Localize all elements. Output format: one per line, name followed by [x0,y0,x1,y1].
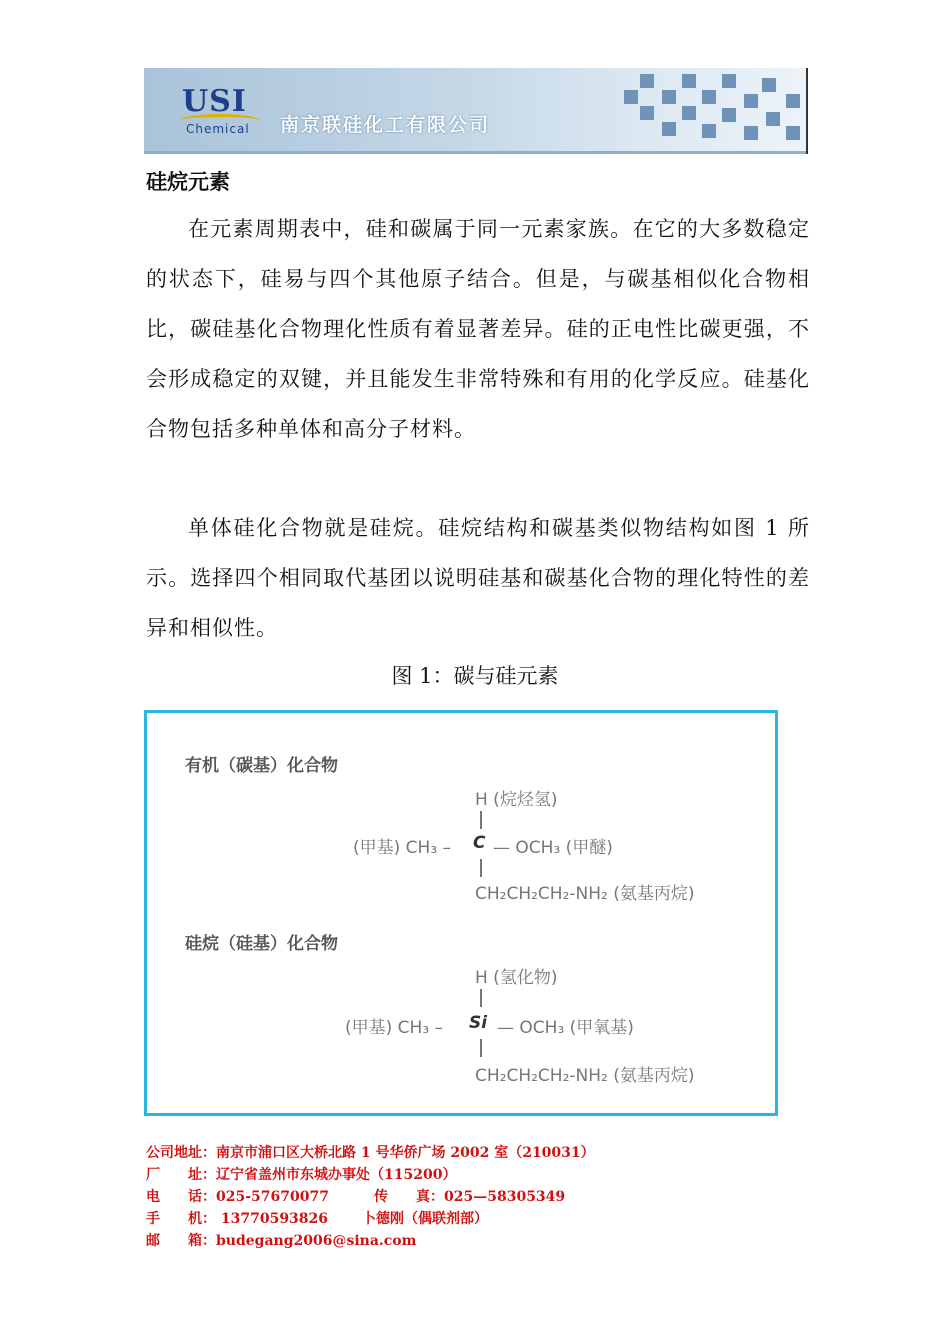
footer-phone: 电 话：025-57670077 [146,1189,329,1205]
checker-pattern [622,68,808,154]
organic-bond-top [480,811,482,829]
organic-right-group: — OCH₃ (甲醚) [493,838,613,858]
figure-box [144,710,778,1116]
footer-contact: 卜德刚（偶联剂部） [362,1211,488,1227]
header-banner [144,68,808,154]
logo-usi-text: USI [182,84,247,119]
silane-heading: 硅烷（硅基）化合物 [185,934,338,954]
organic-center-atom: C [473,833,486,853]
footer-address: 公司地址：南京市浦口区大桥北路 1 号华侨广场 2002 室（210031） [146,1145,595,1161]
silane-bond-top [480,989,482,1007]
paragraph-2: 单体硅化合物就是硅烷。硅烷结构和碳基类似物结构如图 1 所示。选择四个相同取代基团以说明硅基和碳基化合物的理化特性的差异和相似性。 [146,516,810,640]
silane-top-group: H (氢化物) [475,968,558,988]
footer-factory: 厂 址：辽宁省盖州市东城办事处（115200） [146,1167,457,1183]
paragraph-1: 在元素周期表中，硅和碳属于同一元素家族。在它的大多数稳定的状态下，硅易与四个其他原子结合。但是，与碳基相似化合物相比，碳硅基化合物理化性质有着显著差异。硅的正电性比碳更强，不会形成稳定的双键，并且能发生非常特殊和有用的化学反应。硅基化合物包括多种单体和高分子材料。 [146,217,810,441]
usi-chemical-logo [180,84,264,144]
footer-mobile: 手 机： 13770593826 [146,1211,329,1227]
footer-email: 邮 箱：budegang2006@sina.com [146,1233,417,1249]
header-right-rule [806,68,808,154]
silane-center-atom: Si [469,1013,488,1033]
organic-bond-bottom [480,859,482,877]
organic-left-group: (甲基) CH₃ – [353,838,452,858]
organic-heading: 有机（碳基）化合物 [185,756,338,776]
logo-chemical-text: Chemical [186,122,250,136]
organic-bottom-group: CH₂CH₂CH₂-NH₂ (氨基丙烷) [475,884,695,904]
company-name: 南京联硅化工有限公司 [280,114,491,136]
organic-top-group: H (烷烃氢) [475,790,558,810]
section-title: 硅烷元素 [146,169,230,194]
silane-left-group: (甲基) CH₃ – [345,1018,444,1038]
silane-bottom-group: CH₂CH₂CH₂-NH₂ (氨基丙烷) [475,1066,695,1086]
silane-bond-bottom [480,1039,482,1057]
footer-fax: 传 真：025—58305349 [374,1189,566,1205]
figure-caption: 图 1：碳与硅元素 [391,664,559,688]
silane-right-group: — OCH₃ (甲氧基) [497,1018,634,1038]
